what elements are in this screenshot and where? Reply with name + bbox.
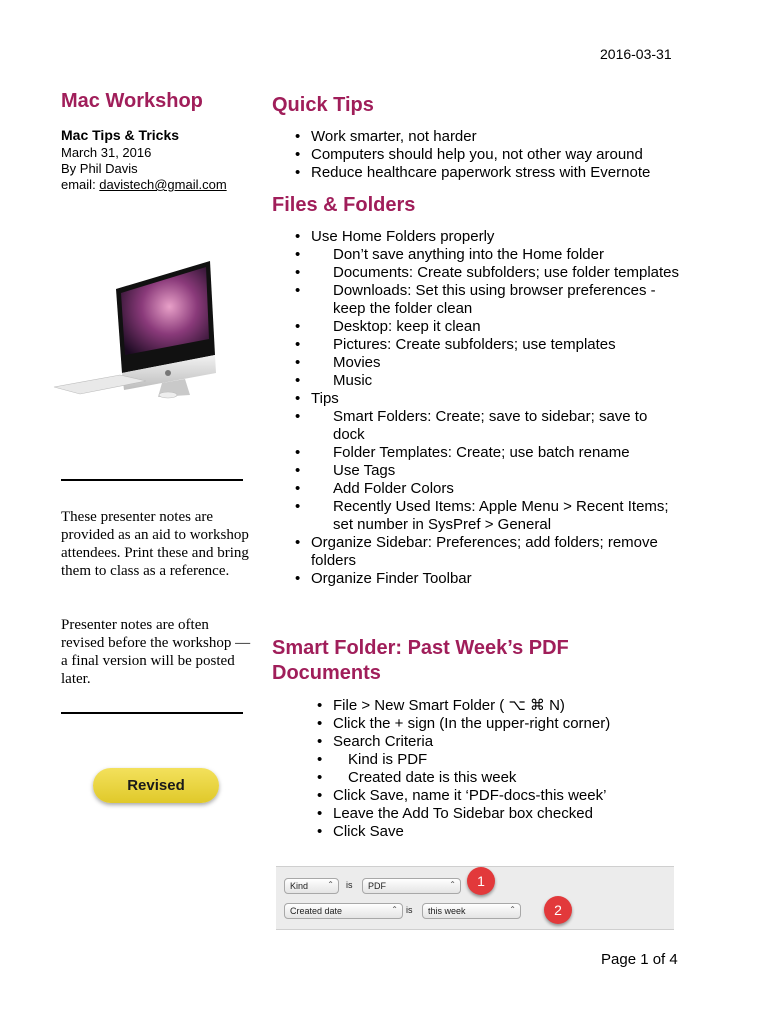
smart-folder-heading: Smart Folder: Past Week’s PDF Documents <box>272 637 569 684</box>
divider-top <box>61 479 243 481</box>
list-item: • Work smarter, not harder <box>311 128 731 146</box>
workshop-title: Mac Workshop <box>61 90 203 112</box>
presenter-notes-1: These presenter notes are provided as an aid to workshop attendees. Print these and bring them to class as a reference. <box>61 509 249 579</box>
list-item: • Use Tags <box>311 462 681 480</box>
list-item: • File > New Smart Folder ( ⌥ ⌘ N) <box>333 697 693 715</box>
list-item: • Use Home Folders properly <box>311 228 681 246</box>
list-item: • Add Folder Colors <box>311 480 681 498</box>
list-item: • Recently Used Items: Apple Menu > Recent Items; set number in SysPref > General <box>311 498 681 534</box>
divider-bottom <box>61 712 243 714</box>
presenter-notes-2: Presenter notes are often revised before the workshop — a final version will be posted later. <box>61 617 251 687</box>
is-label: is <box>406 905 413 915</box>
list-item: • Organize Sidebar: Preferences; add folders; remove folders <box>311 534 681 570</box>
is-label: is <box>346 880 353 890</box>
list-item: • Search Criteria <box>333 733 693 751</box>
list-item: • Click Save, name it ‘PDF-docs-this week’ <box>333 787 693 805</box>
quick-tips-list <box>311 128 731 182</box>
list-item: • Smart Folders: Create; save to sidebar; save to dock <box>311 408 681 444</box>
smart-folder-list <box>333 697 693 841</box>
list-item: • Click the + sign (In the upper-right corner) <box>333 715 693 733</box>
list-item: • Pictures: Create subfolders; use templates <box>311 336 681 354</box>
email-label: email: <box>61 177 100 192</box>
list-item: • Computers should help you, not other way around <box>311 146 731 164</box>
workshop-author: By Phil Davis <box>61 161 138 176</box>
list-item: • Leave the Add To Sidebar box checked <box>333 805 693 823</box>
list-item: • Click Save <box>333 823 693 841</box>
email-link[interactable]: davistech@gmail.com <box>99 177 227 192</box>
created-date-popup: Created date ⌃ <box>284 903 403 919</box>
page-number: Page 1 of 4 <box>601 951 678 968</box>
quick-tips-heading: Quick Tips <box>272 94 374 116</box>
list-item: • Desktop: keep it clean <box>311 318 681 336</box>
kind-popup: Kind ⌃ <box>284 878 339 894</box>
list-item: • Tips <box>311 390 681 408</box>
pdf-popup: PDF ⌃ <box>362 878 461 894</box>
list-item: • Reduce healthcare paperwork stress with Evernote <box>311 164 731 182</box>
this-week-popup: this week ⌃ <box>422 903 521 919</box>
imac-image <box>50 255 240 400</box>
smart-folder-screenshot <box>276 866 674 930</box>
list-item: • Movies <box>311 354 681 372</box>
workshop-date: March 31, 2016 <box>61 145 152 160</box>
list-item: • Don’t save anything into the Home folder <box>311 246 681 264</box>
files-folders-heading: Files & Folders <box>272 194 416 216</box>
revised-badge: Revised <box>93 768 219 803</box>
author-email <box>61 177 227 193</box>
list-item: • Documents: Create subfolders; use folder templates <box>311 264 681 282</box>
list-item: • Organize Finder Toolbar <box>311 570 681 588</box>
callout-badge-1: 1 <box>467 867 495 895</box>
list-item: • Folder Templates: Create; use batch rename <box>311 444 681 462</box>
list-item: • Downloads: Set this using browser preferences - keep the folder clean <box>311 282 681 318</box>
workshop-subtitle: Mac Tips & Tricks <box>61 127 180 143</box>
list-item: • Created date is this week <box>333 769 693 787</box>
callout-badge-2: 2 <box>544 896 572 924</box>
list-item: • Kind is PDF <box>333 751 693 769</box>
list-item: • Music <box>311 372 681 390</box>
files-folders-list <box>311 228 681 588</box>
document-date: 2016-03-31 <box>600 46 672 62</box>
